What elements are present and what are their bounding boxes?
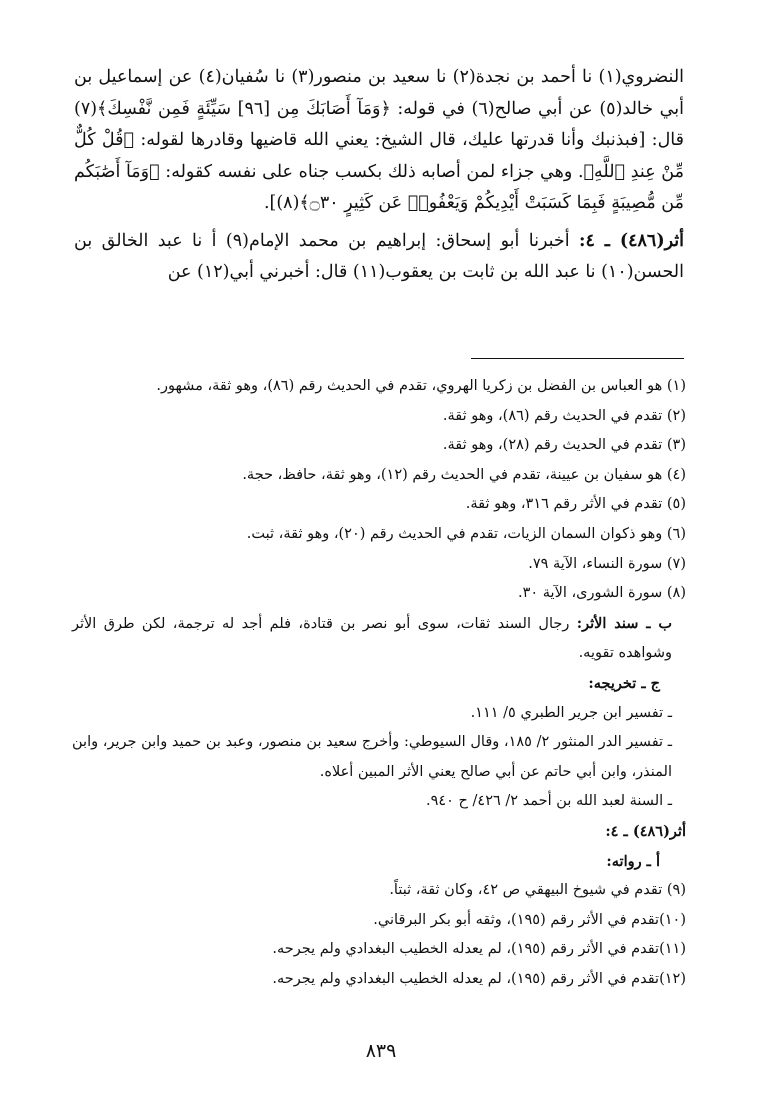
footnote-9: (٩) تقدم في شيوخ البيهقي ص ٤٢، وكان ثقة، ثبتاً. <box>389 882 686 899</box>
athar-isnad-text: أخبرنا أبو إسحاق: إبراهيم بن محمد الإمام(٩) أ نا عبد الخالق بن الحسن(١٠) نا عبد الله بن ثابت بن يعقوب(١١) قال: أخبرني أبي(١٢) عن <box>74 230 684 282</box>
athar-heading: أثر(٤٨٦) ـ ٤: <box>578 230 684 251</box>
footnote-6: (٦) وهو ذكوان السمان الزيات، تقدم في الحديث رقم (٢٠)، وهو ثقة، ثبت. <box>246 525 686 542</box>
footnote-12: (١٢)تقدم في الأثر رقم (١٩٥)، لم يعدله الخطيب البغدادي ولم يجرحه. <box>272 970 686 987</box>
main-paragraph-2 <box>74 226 684 289</box>
footnote-11: (١١)تقدم في الأثر رقم (١٩٥)، لم يعدله الخطيب البغدادي ولم يجرحه. <box>272 941 686 958</box>
footnote-4: (٤) هو سفيان بن عيينة، تقدم في الحديث رقم (١٢)، وهو ثقة، حافظ، حجة. <box>242 466 686 483</box>
takhrij-heading: ج ـ تخريجه: <box>588 674 660 692</box>
footnote-10: (١٠)تقدم في الأثر رقم (١٩٥)، وثقه أبو بكر البرقاني. <box>373 911 686 928</box>
footnote-5: (٥) تقدم في الأثر رقم ٣١٦، وهو ثقة. <box>465 496 686 513</box>
takhrij-item-1: ـ تفسير ابن جرير الطبري ٥/ ١١١. <box>470 704 672 721</box>
footnotes-section <box>72 372 686 994</box>
takhrij-item-3: ـ السنة لعبد الله بن أحمد ٢/ ٤٢٦/ ح ٩٤٠. <box>425 793 672 810</box>
athar-subheading: أثر(٤٨٦) ـ ٤: <box>605 822 686 840</box>
footnote-divider <box>471 358 684 359</box>
isnad-section <box>72 609 686 669</box>
main-paragraph-1: النضروي(١) نا أحمد بن نجدة(٢) نا سعيد بن منصور(٣) نا سُفيان(٤) عن إسماعيل بن أبي خالد(٥) عن أبي صالح(٦) في قوله: ﴿وَمَآ أَصَابَكَ مِن [٩٦] سَيِّئَةٍ فَمِن نَّفْسِكَ﴾(٧) قال: [فبذنبك وأنا قدرتها عليك، قال الشيخ: يعني الله قاضيها وقادرها لقوله: ﴿قُلْ كُلٌّ مِّنْ عِندِ ٱللَّهِ﴾. وهي جزاء لمن أصابه ذلك بكسب جناه على نفسه كقوله: ﴿وَمَآ أَصَٰبَكُم مِّن مُّصِيبَةٍ فَبِمَا كَسَبَتْ أَيْدِيكُمْ وَيَعْفُوا۟ عَن كَثِيرٍ ۝٣٠﴾(٨)]. <box>74 67 685 213</box>
footnote-7: (٧) سورة النساء، الآية ٧٩. <box>528 555 686 572</box>
main-text <box>74 62 684 289</box>
footnote-2: (٢) تقدم في الحديث رقم (٨٦)، وهو ثقة. <box>442 407 686 424</box>
ruwat-heading: أ ـ رواته: <box>606 852 660 870</box>
page-number: ٨٣٩ <box>365 1040 397 1062</box>
takhrij-item-2: ـ تفسير الدر المنثور ٢/ ١٨٥، وقال السيوطي: وأخرج سعيد بن منصور، وعبد بن حميد وابن جرير، وابن المنذر، وابن أبي حاتم عن أبي صالح يعني الأثر المبين أعلاه. <box>72 734 672 780</box>
isnad-text: رجال السند ثقات، سوى أبو نصر بن قتادة، فلم أجد له ترجمة، لكن طرق الأثر وشواهده تقويه. <box>72 615 672 662</box>
footnote-8: (٨) سورة الشورى، الآية ٣٠. <box>517 585 686 602</box>
footnote-1: (١) هو العباس بن الفضل بن زكريا الهروي، تقدم في الحديث رقم (٨٦)، وهو ثقة، مشهور. <box>156 378 686 394</box>
isnad-heading: ب ـ سند الأثر: <box>576 614 672 632</box>
footnote-3: (٣) تقدم في الحديث رقم (٢٨)، وهو ثقة. <box>442 437 686 454</box>
